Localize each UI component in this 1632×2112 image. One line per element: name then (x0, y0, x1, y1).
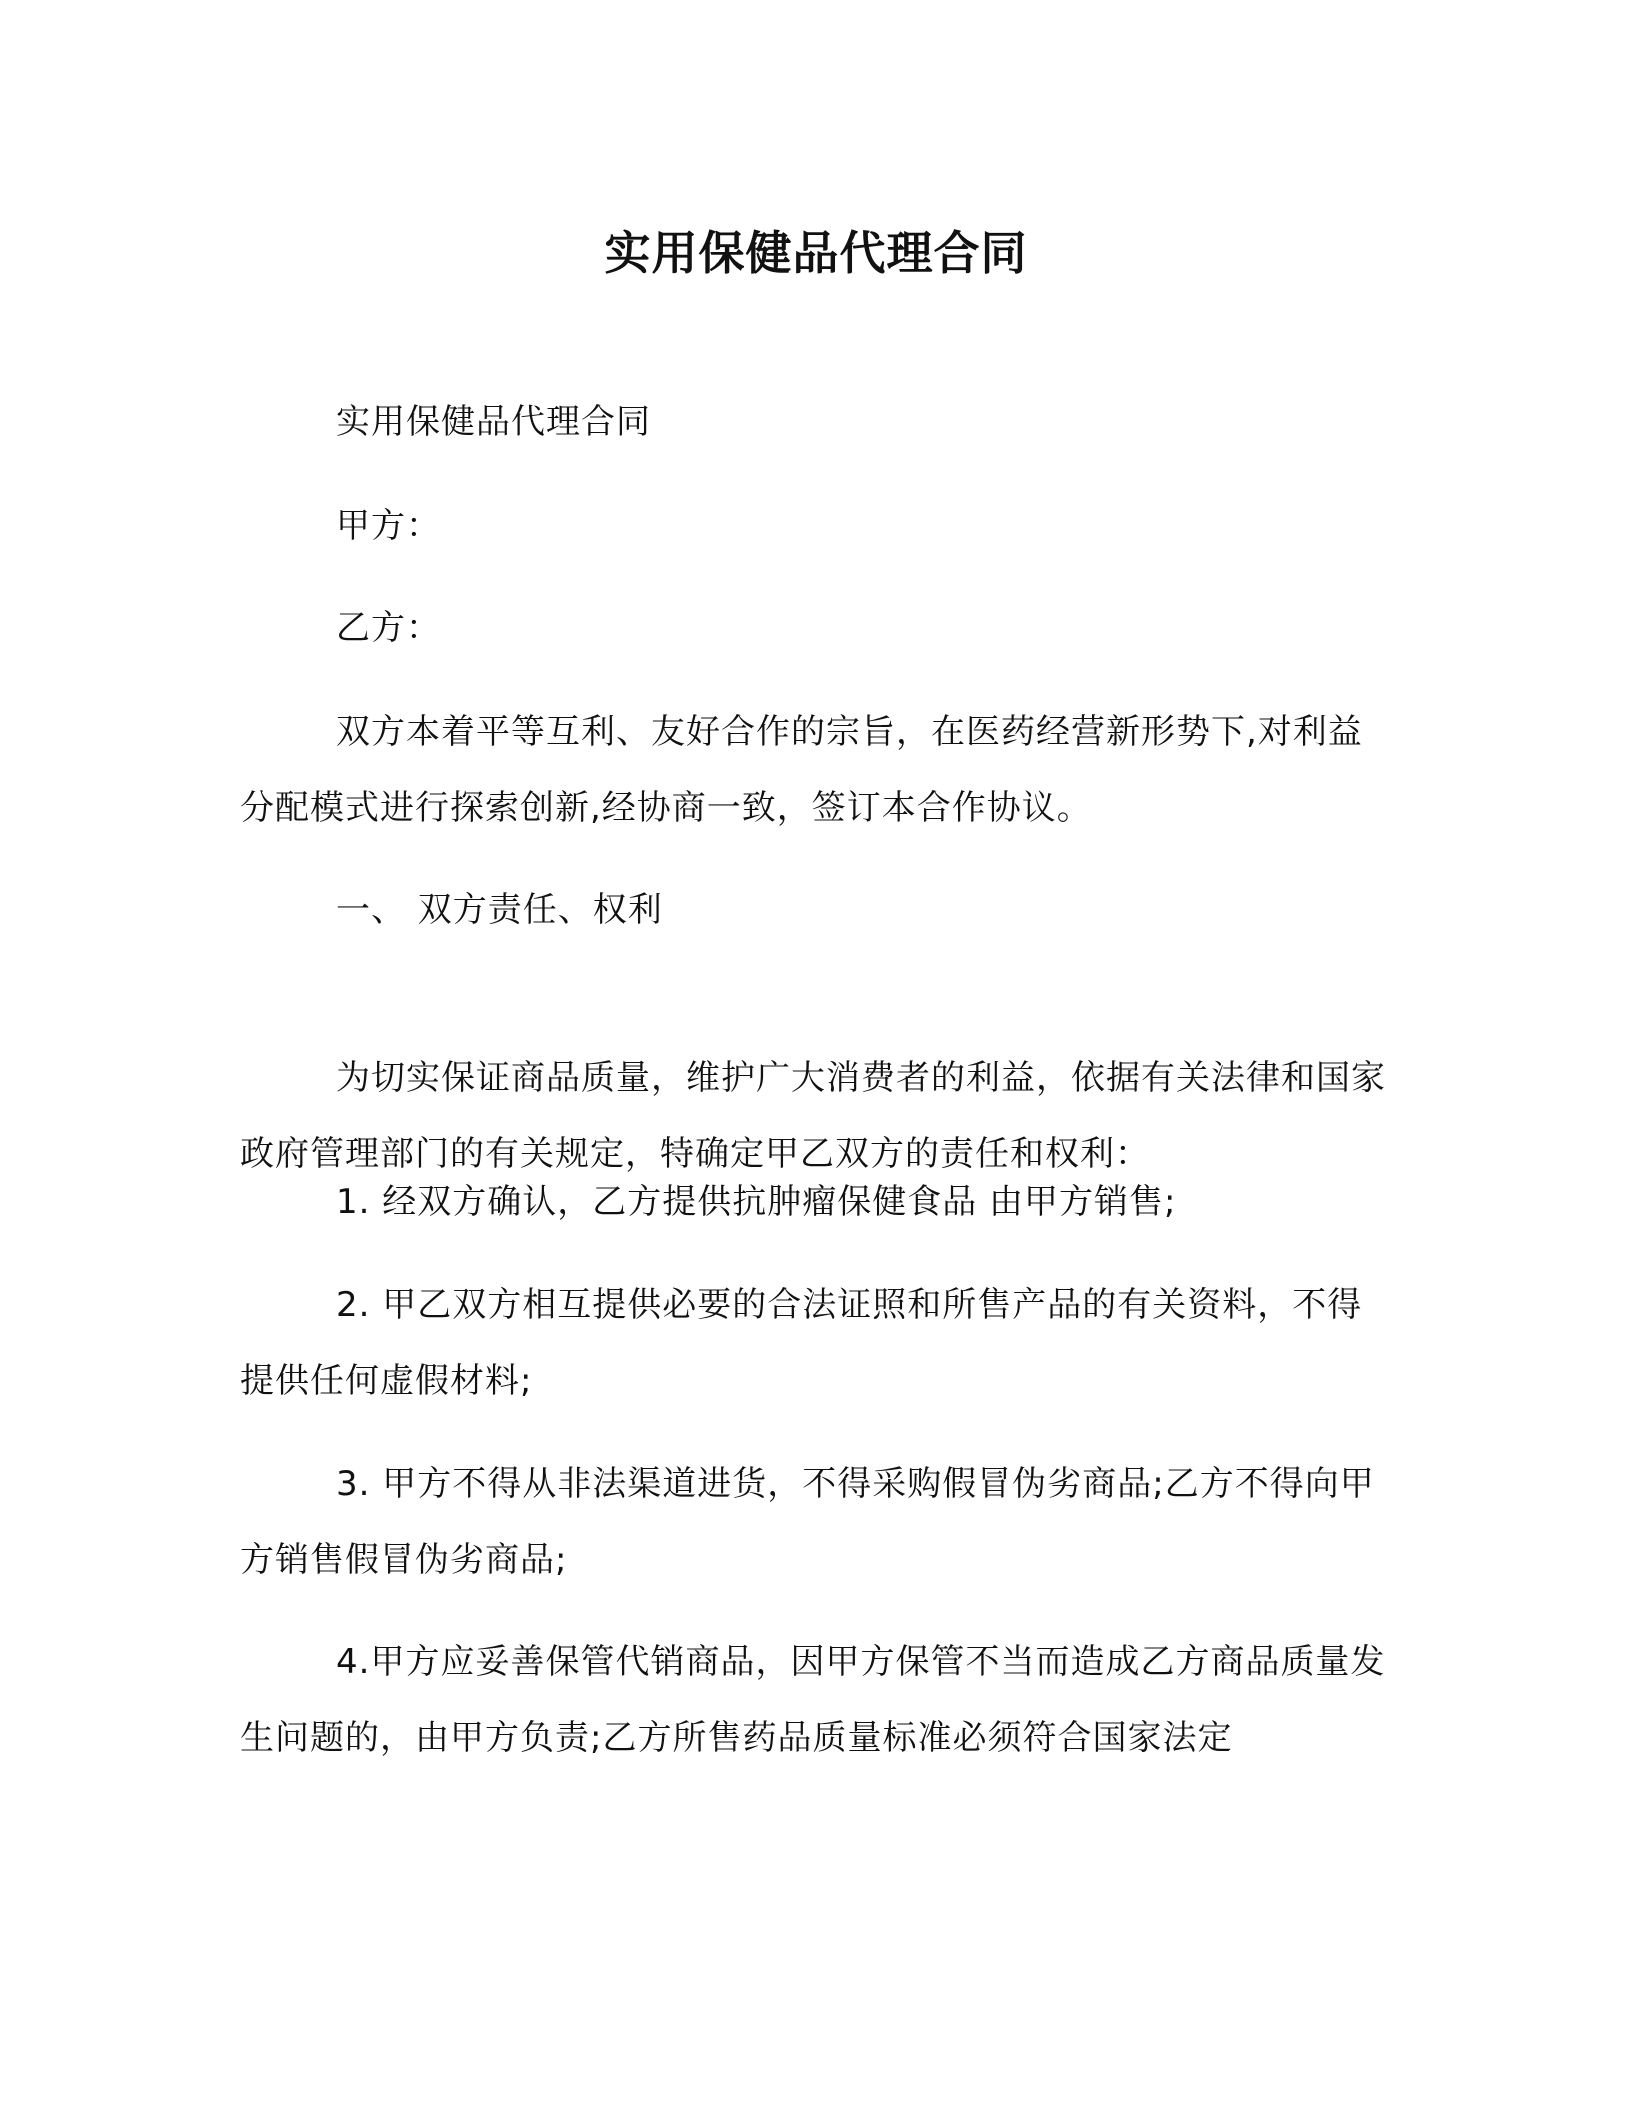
clause-3: 3. 甲方不得从非法渠道进货，不得采购假冒伪劣商品;乙方不得向甲方销售假冒伪劣商品; (240, 1464, 1375, 1580)
clause-1: 1. 经双方确认，乙方提供抗肿瘤保健食品 由甲方销售; (336, 1182, 1177, 1222)
document-title: 实用保健品代理合同 (604, 226, 1028, 280)
paragraph-party-b: 乙方： (336, 608, 441, 648)
clause-2: 2. 甲乙双方相互提供必要的合法证照和所售产品的有关资料，不得提供任何虚假材料; (240, 1285, 1363, 1401)
paragraph-preamble: 双方本着平等互利、友好合作的宗旨，在医药经营新形势下,对利益分配模式进行探索创新,经协商一致，签订本合作协议。 (240, 712, 1363, 828)
section-heading-responsibilities: 一、 双方责任、权利 (336, 890, 663, 930)
paragraph-responsibilities-intro: 为切实保证商品质量，维护广大消费者的利益，依据有关法律和国家政府管理部门的有关规定，特确定甲乙双方的责任和权利： (240, 1058, 1386, 1174)
paragraph-party-a: 甲方： (336, 506, 441, 546)
clause-4: 4.甲方应妥善保管代销商品，因甲方保管不当而造成乙方商品质量发生问题的，由甲方负责;乙方所售药品质量标准必须符合国家法定 (240, 1642, 1386, 1758)
paragraph-subtitle: 实用保健品代理合同 (336, 402, 651, 442)
